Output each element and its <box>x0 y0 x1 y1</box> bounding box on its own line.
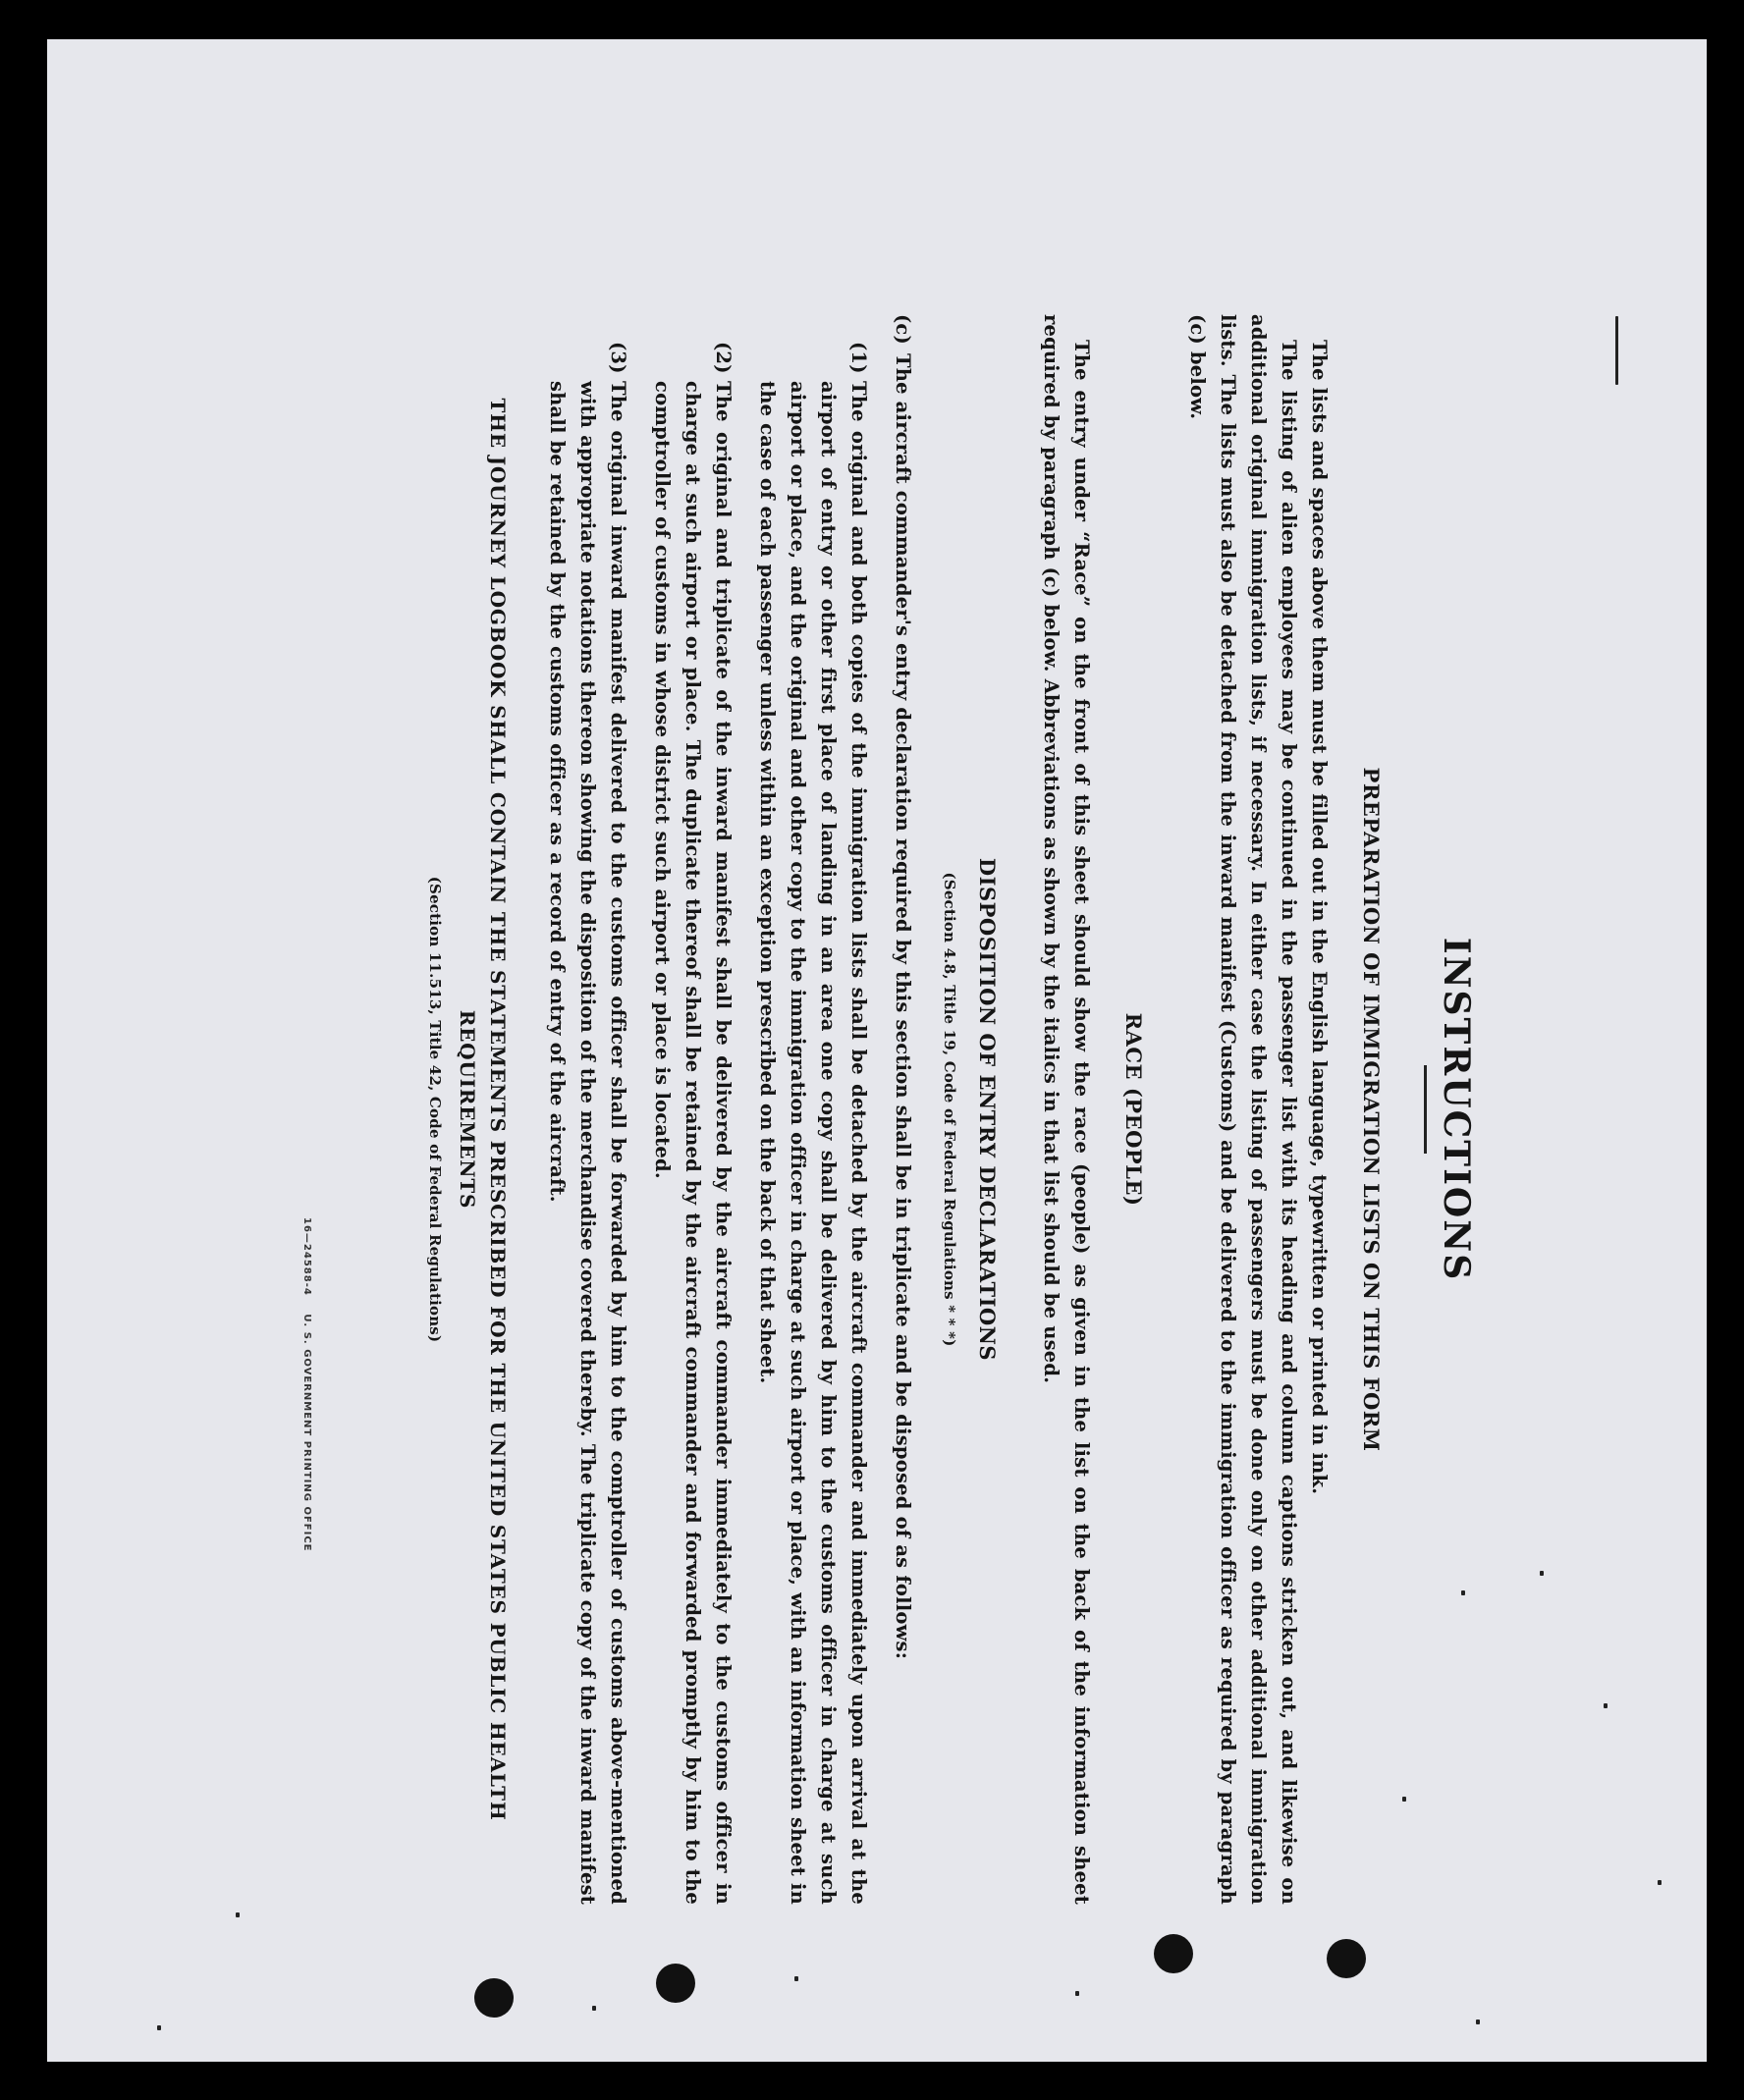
document-sheet <box>47 39 1707 2062</box>
list-item <box>647 342 738 1905</box>
race-paragraph: The entry under “Race” on the front of this sheet should show the race (people) as given in the list on the back of the information sheet required by paragraph (c) below. Abbreviations as shown by the italics in that list should be used. <box>1040 314 1093 1905</box>
speck-mark <box>1402 1797 1406 1802</box>
preparation-heading: PREPARATION OF IMMIGRATION LISTS ON THIS FORM <box>1359 767 1384 1452</box>
speck-mark <box>1615 316 1618 385</box>
title-rule <box>1424 1065 1427 1154</box>
punch-hole-icon <box>1154 1934 1193 1973</box>
item-text: The original inward manifest delivered to the customs officer shall be forwarded by him to the comptroller of customs above-mentioned with appropriate notations thereon showing the disposition of the merchandise covered thereby. The triplicate copy of the inward manifest shall be retained by the customs officer as a record of entry of the aircraft. <box>546 381 629 1905</box>
footer-citation: (Section 11.513, Title 42, Code of Federal Regulations) <box>426 876 444 1343</box>
punch-hole-icon <box>474 1978 514 2018</box>
item-label: (3) <box>607 342 629 374</box>
instructions-content <box>419 314 1477 1905</box>
speck-mark <box>1540 1571 1544 1576</box>
speck-mark <box>236 1912 240 1917</box>
item-text: The original and both copies of the immigration lists shall be detached by the aircraft commander and immediately upon arrival at the airport of entry or other first place of landing in an area one copy shall be delivered by him to the customs officer in charge at such airport or place, and the original and other copy to the immigration officer in charge at such airport or place, with an information sheet in the case of each passenger unless within an exception prescribed on the back of that sheet. <box>756 381 870 1905</box>
footer-title: THE JOURNEY LOGBOOK SHALL CONTAIN THE STATEMENTS PRESCRIBED FOR THE UNITED STATES PUBLIC HEALTH REQUIREMENTS <box>456 398 510 1821</box>
speck-mark <box>1658 1880 1662 1885</box>
form-number: 16—24588-4 <box>301 1217 312 1296</box>
speck-mark <box>157 2025 161 2030</box>
punch-hole-icon <box>1327 1939 1366 1978</box>
list-item <box>752 342 874 1905</box>
paragraph-c <box>888 314 918 1905</box>
page-title: INSTRUCTIONS <box>1436 937 1477 1282</box>
rotated-page <box>47 39 1707 2062</box>
speck-mark <box>794 1976 798 1981</box>
item-label: (2) <box>712 342 735 374</box>
speck-mark <box>1075 1991 1079 1996</box>
disposition-citation: (Section 4.8, Title 19, Code of Federal Regulations * * *) <box>941 872 958 1347</box>
preparation-paragraph-1: The lists and spaces above them must be filled out in the English language, typewritten or printed in ink. <box>1308 340 1331 1495</box>
item-label: (1) <box>847 342 870 374</box>
printer-name: U. S. GOVERNMENT PRINTING OFFICE <box>301 1314 312 1552</box>
paragraph-c-label: (c) <box>892 314 914 345</box>
speck-mark <box>1604 1703 1608 1708</box>
paragraph-c-text: The aircraft commander's entry declaration required by this section shall be in triplicate and be disposed of as follows: <box>892 353 914 1660</box>
printer-imprint <box>301 1217 312 1566</box>
speck-mark <box>1461 1590 1465 1595</box>
speck-mark <box>592 2006 596 2011</box>
preparation-paragraph-2: The listing of alien employees may be continued in the passenger list with its heading and column captions stricken out, and likewise on additional original immigration lists, if necessary. In either case the listing of passengers must be done only on other additional immigration lists. The lists must also be detached from the inward manifest (Customs) and be delivered to the immigration officer as required by paragraph (c) below. <box>1186 314 1300 1905</box>
item-text: The original and triplicate of the inward manifest shall be delivered by the aircraft commander immediately to the customs officer in charge at such airport or place. The duplicate thereof shall be retained by the aircraft commander and forwarded promptly by him to the comptroller of customs in whose district such airport or place is located. <box>651 381 735 1905</box>
disposition-heading: DISPOSITION OF ENTRY DECLARATIONS <box>975 857 1000 1362</box>
race-heading: RACE (PEOPLE) <box>1121 1012 1146 1207</box>
punch-hole-icon <box>656 1964 695 2003</box>
list-item <box>542 342 633 1905</box>
speck-mark <box>1476 2019 1480 2024</box>
